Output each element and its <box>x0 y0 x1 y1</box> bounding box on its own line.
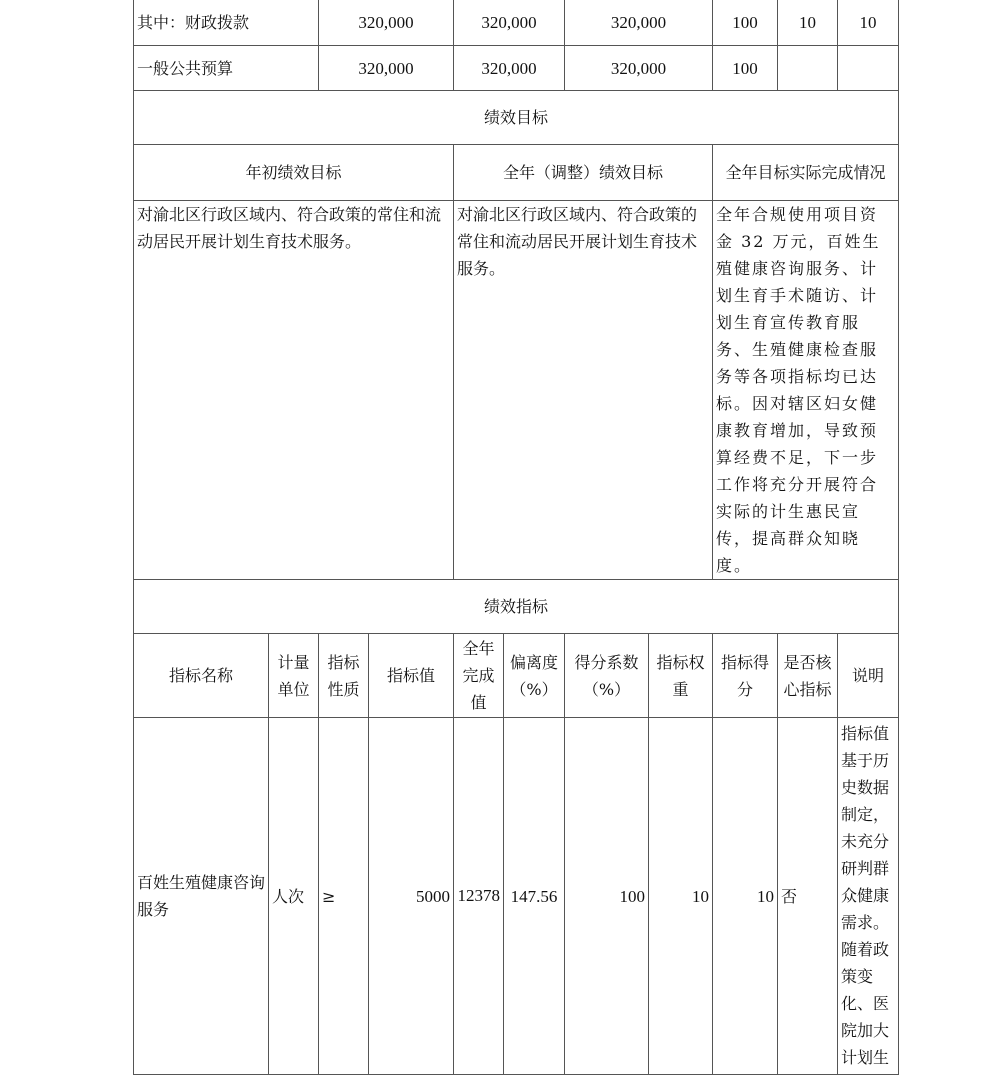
note-line: 随着政 <box>841 940 890 959</box>
goal-actual-text: 全年合规使用项目资金 32 万元，百姓生殖健康咨询服务、计划生育手术随访、计划生育宣传教育服务、生殖健康检查服务等各项指标均已达标。因对辖区妇女健康教育增加，导致预算经费不足，下一步工作将充分开展符合实际的计生惠民宣传，提高群众知晓度。 <box>713 201 899 580</box>
fund-label: 一般公共预算 <box>134 46 319 91</box>
goals-header-initial: 年初绩效目标 <box>134 145 454 201</box>
fund-score <box>838 46 899 91</box>
header-name: 指标名称 <box>134 634 269 718</box>
indicators-section-title: 绩效指标 <box>134 580 899 634</box>
header-score: 指标得分 <box>713 634 778 718</box>
indicator-score: 10 <box>713 718 778 1075</box>
fund-budget: 320,000 <box>319 46 454 91</box>
note-line: 化、医 <box>841 994 890 1013</box>
header-coef: 得分系数（%） <box>565 634 649 718</box>
goal-adjusted-text: 对渝北区行政区域内、符合政策的常住和流动居民开展计划生育技术服务。 <box>454 201 713 580</box>
header-deviation: 偏离度（%） <box>504 634 565 718</box>
fund-adjusted: 320,000 <box>454 46 565 91</box>
fund-adjusted: 320,000 <box>454 0 565 46</box>
note-line: 众健康 <box>841 886 890 905</box>
fund-weight <box>778 46 838 91</box>
note-line: 史数据 <box>841 778 890 797</box>
fund-actual: 320,000 <box>565 0 713 46</box>
note-line: 制定， <box>841 805 890 824</box>
indicator-completed: 12378 <box>454 718 504 1075</box>
header-target: 指标值 <box>369 634 454 718</box>
goal-initial-text: 对渝北区行政区域内、符合政策的常住和流动居民开展计划生育技术服务。 <box>134 201 454 580</box>
performance-table <box>133 0 899 1075</box>
goals-header-actual: 全年目标实际完成情况 <box>713 145 899 201</box>
header-unit: 计量单位 <box>269 634 319 718</box>
indicator-row <box>134 718 899 1075</box>
indicator-target: 5000 <box>369 718 454 1075</box>
indicator-note <box>838 718 899 1075</box>
note-line: 未充分 <box>841 832 890 851</box>
header-weight: 指标权重 <box>649 634 713 718</box>
note-line: 指标值 <box>841 724 890 743</box>
note-line: 院加大 <box>841 1021 890 1040</box>
header-nature: 指标性质 <box>319 634 369 718</box>
fund-rate: 100 <box>713 46 778 91</box>
note-line: 研判群 <box>841 859 890 878</box>
indicator-core: 否 <box>778 718 838 1075</box>
fund-row-fiscal <box>134 0 899 46</box>
indicators-header-row <box>134 634 899 718</box>
header-note: 说明 <box>838 634 899 718</box>
fund-weight: 10 <box>778 0 838 46</box>
indicator-weight: 10 <box>649 718 713 1075</box>
note-line: 基于历 <box>841 751 890 770</box>
fund-row-general <box>134 46 899 91</box>
goals-header-adjusted: 全年（调整）绩效目标 <box>454 145 713 201</box>
indicator-name: 百姓生殖健康咨询服务 <box>134 718 269 1075</box>
header-completed: 全年完成值 <box>454 634 504 718</box>
note-line: 策变 <box>841 967 874 986</box>
note-line: 需求。 <box>841 913 890 932</box>
fund-budget: 320,000 <box>319 0 454 46</box>
note-line: 计划生 <box>841 1048 890 1067</box>
fund-rate: 100 <box>713 0 778 46</box>
fund-label: 其中：财政拨款 <box>134 0 319 46</box>
indicator-nature: ≥ <box>319 718 369 1075</box>
fund-score: 10 <box>838 0 899 46</box>
goals-section-title: 绩效目标 <box>134 91 899 145</box>
indicator-unit: 人次 <box>269 718 319 1075</box>
indicator-deviation: 147.56 <box>504 718 565 1075</box>
indicator-coef: 100 <box>565 718 649 1075</box>
indicator-note-text <box>841 718 895 1074</box>
fund-actual: 320,000 <box>565 46 713 91</box>
header-core: 是否核心指标 <box>778 634 838 718</box>
